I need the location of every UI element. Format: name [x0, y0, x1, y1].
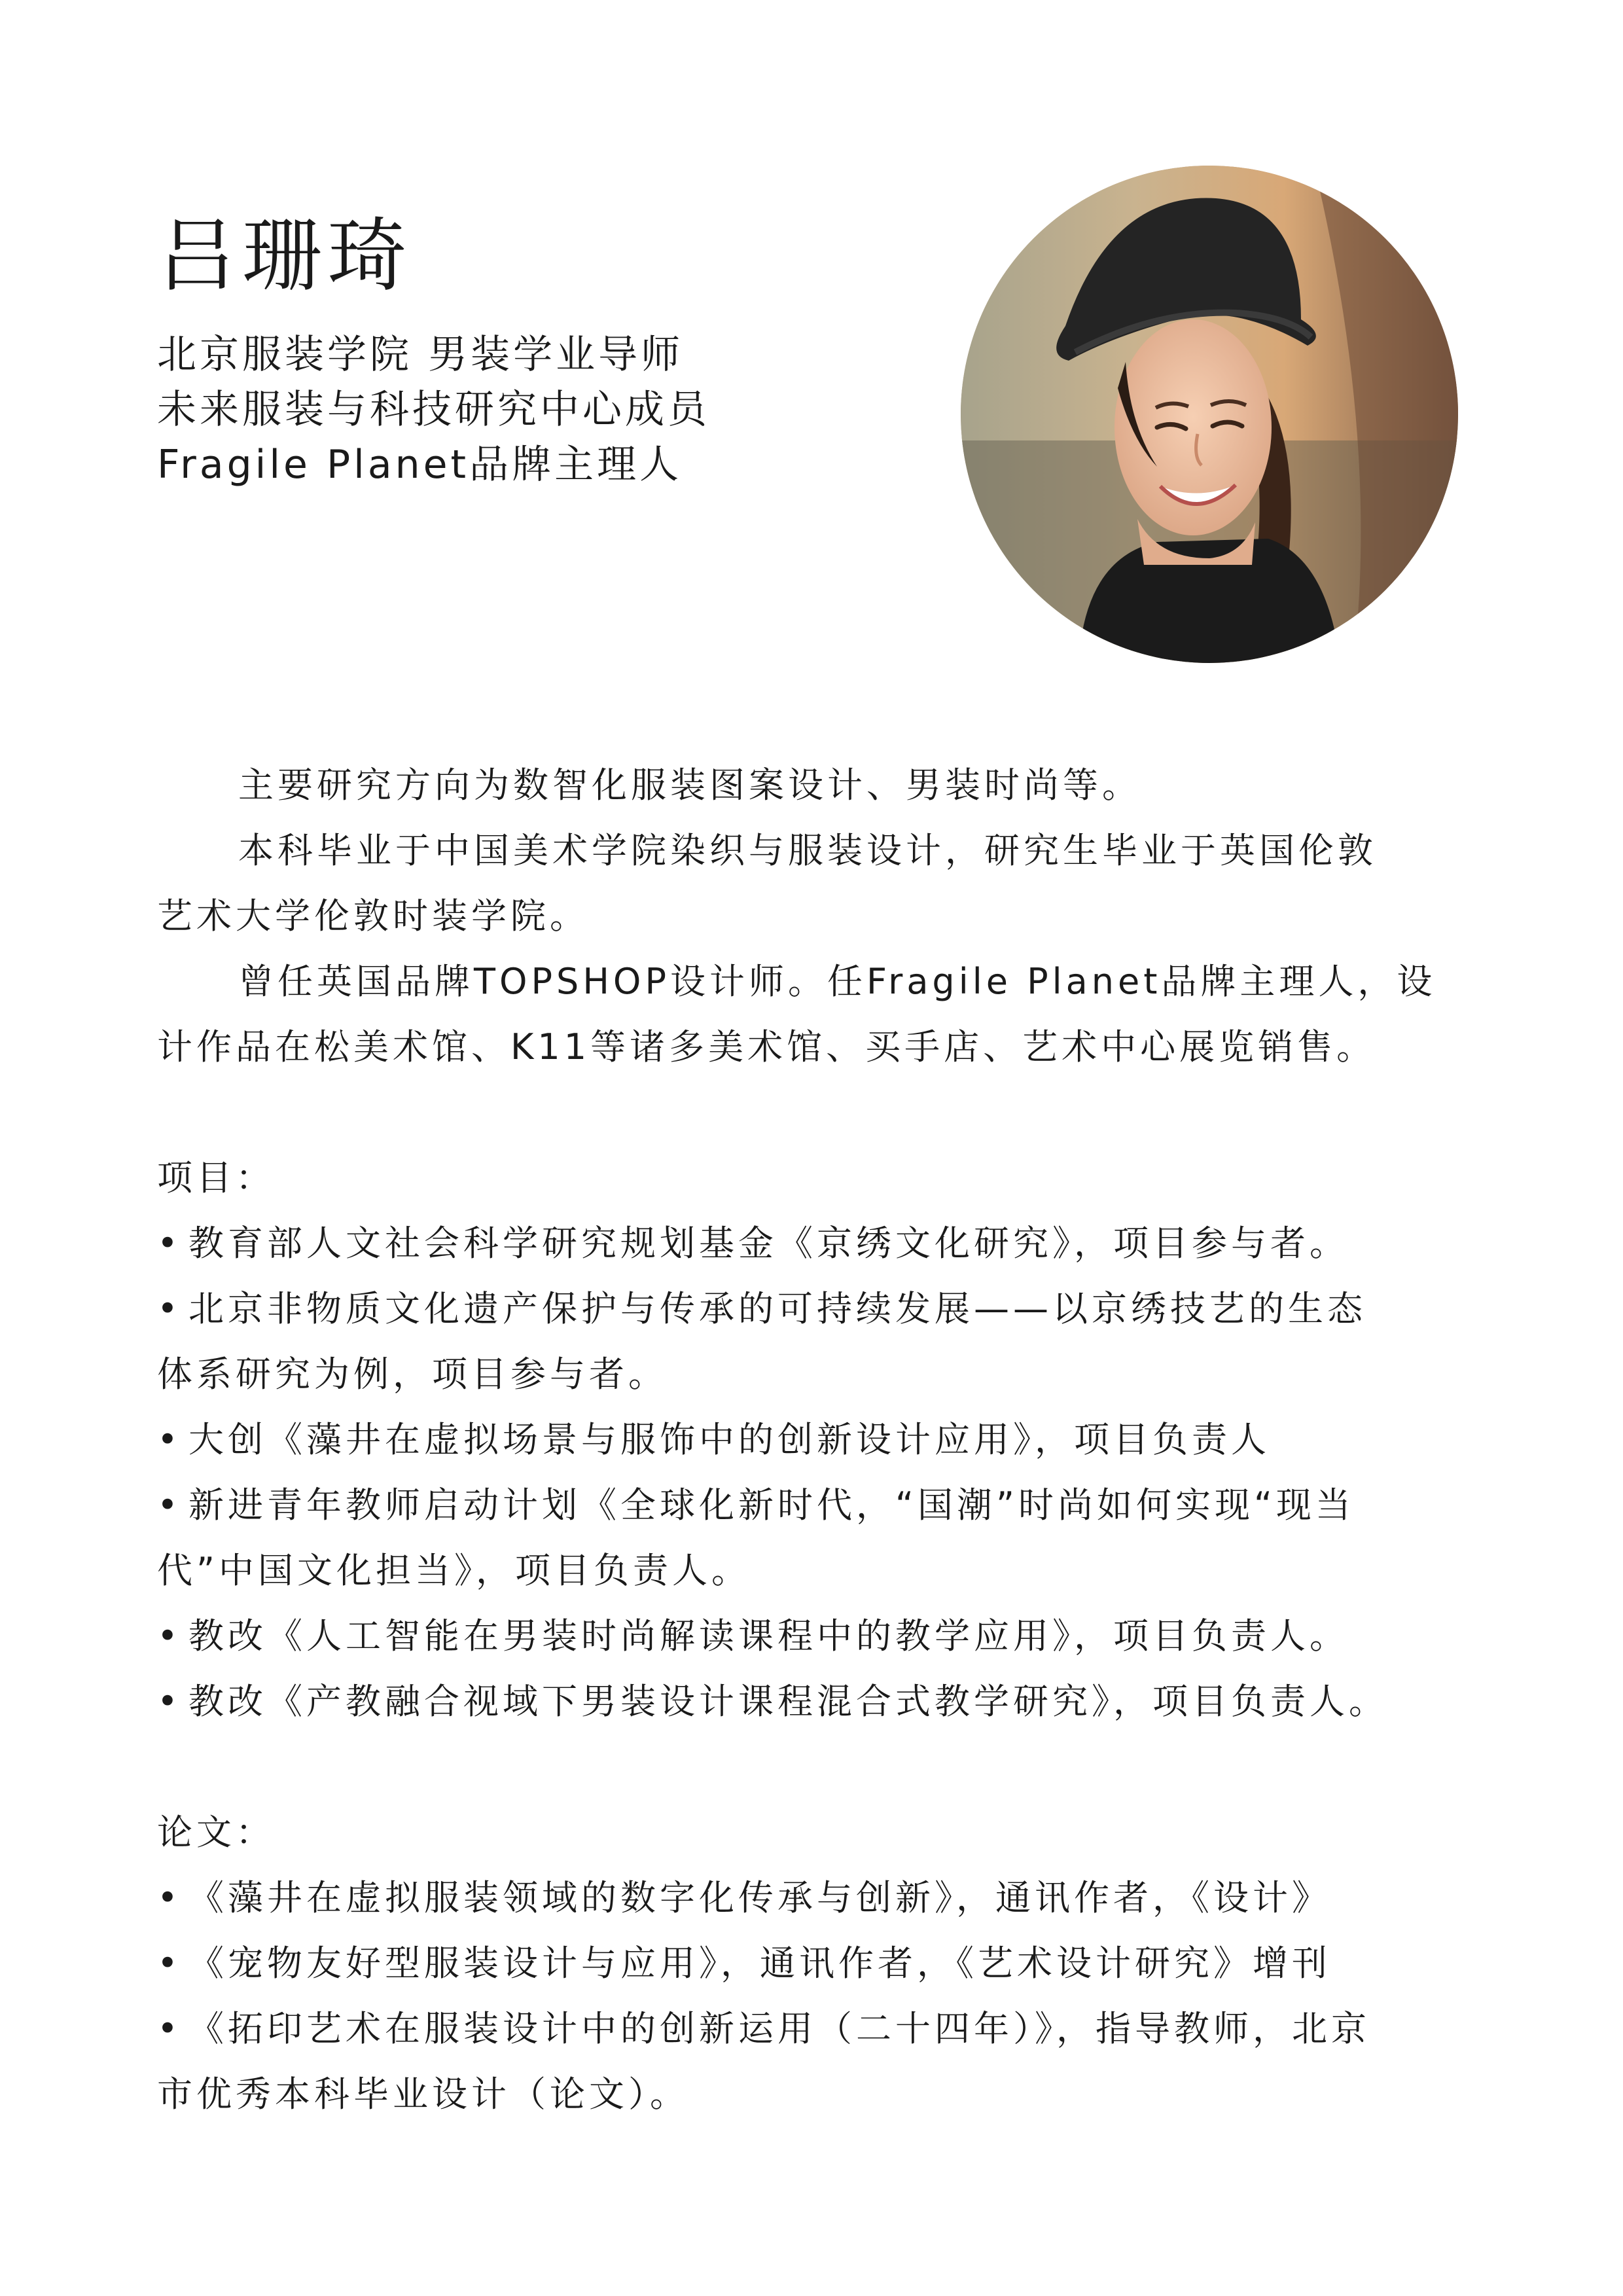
title-block: [157, 327, 710, 492]
paper-item: [157, 1996, 1479, 2062]
bullet-icon: •: [157, 1223, 182, 1264]
paper-text: 《藻井在虚拟服装领域的数字化传承与创新》，通讯作者，《设计》: [188, 1877, 1331, 1918]
bullet-icon: •: [157, 1615, 182, 1657]
title-line: 北京服装学院 男装学业导师: [157, 332, 684, 378]
bio-body: [157, 753, 1479, 2127]
bullet-icon: •: [157, 1943, 182, 1984]
paper-text: 《拓印艺术在服装设计中的创新运用（二十四年）》，指导教师，北京: [188, 2008, 1370, 2049]
project-item: [157, 1211, 1479, 1276]
project-text-continued: 代”中国文化担当》，项目负责人。: [157, 1550, 751, 1591]
person-name: 吕珊琦: [157, 209, 412, 302]
papers-heading: 论文：: [157, 1812, 275, 1853]
paper-item: [157, 1931, 1479, 1996]
project-item: [157, 1407, 1479, 1473]
bullet-icon: •: [157, 1681, 182, 1722]
project-text: 大创《藻井在虚拟场景与服饰中的创新设计应用》，项目负责人: [188, 1419, 1270, 1460]
intro-line: 艺术大学伦敦时装学院。: [157, 895, 589, 937]
paper-item: [157, 1865, 1479, 1931]
title-line: 未来服装与科技研究中心成员: [157, 387, 710, 433]
project-text: 新进青年教师启动计划《全球化新时代，“国潮”时尚如何实现“现当: [188, 1484, 1355, 1526]
bullet-icon: •: [157, 1288, 182, 1329]
intro-line: 计作品在松美术馆、K11等诸多美术馆、买手店、艺术中心展览销售。: [157, 1026, 1376, 1067]
intro-line: 主要研究方向为数智化服装图案设计、男装时尚等。: [238, 764, 1141, 806]
project-text: 教改《产教融合视域下男装设计课程混合式教学研究》，项目负责人。: [188, 1681, 1388, 1722]
project-item: [157, 1276, 1479, 1342]
section-gap: [157, 1734, 1479, 1800]
intro-line: 本科毕业于中国美术学院染织与服装设计，研究生毕业于英国伦敦: [238, 830, 1377, 871]
bullet-icon: •: [157, 1419, 182, 1460]
project-text-continued: 体系研究为例，项目参与者。: [157, 1354, 668, 1395]
bullet-icon: •: [157, 2008, 182, 2049]
intro-line: 曾任英国品牌TOPSHOP设计师。任Fragile Planet品牌主理人，设: [238, 961, 1436, 1002]
project-item: [157, 1669, 1479, 1734]
bullet-icon: •: [157, 1484, 182, 1526]
project-text: 教育部人文社会科学研究规划基金《京绣文化研究》，项目参与者。: [188, 1223, 1349, 1264]
project-item: [157, 1604, 1479, 1669]
project-text: 北京非物质文化遗产保护与传承的可持续发展——以京绣技艺的生态: [188, 1288, 1366, 1329]
projects-heading: 项目：: [157, 1157, 275, 1198]
project-text: 教改《人工智能在男装时尚解读课程中的教学应用》，项目负责人。: [188, 1615, 1349, 1657]
title-line: Fragile Planet品牌主理人: [157, 442, 683, 488]
project-item: [157, 1473, 1479, 1538]
paper-text: 《宠物友好型服装设计与应用》，通讯作者，《艺术设计研究》增刊: [188, 1943, 1331, 1984]
portrait-photo: [961, 166, 1458, 663]
section-gap: [157, 1080, 1479, 1145]
bullet-icon: •: [157, 1877, 182, 1918]
paper-text-continued: 市优秀本科毕业设计（论文）。: [157, 2073, 689, 2115]
